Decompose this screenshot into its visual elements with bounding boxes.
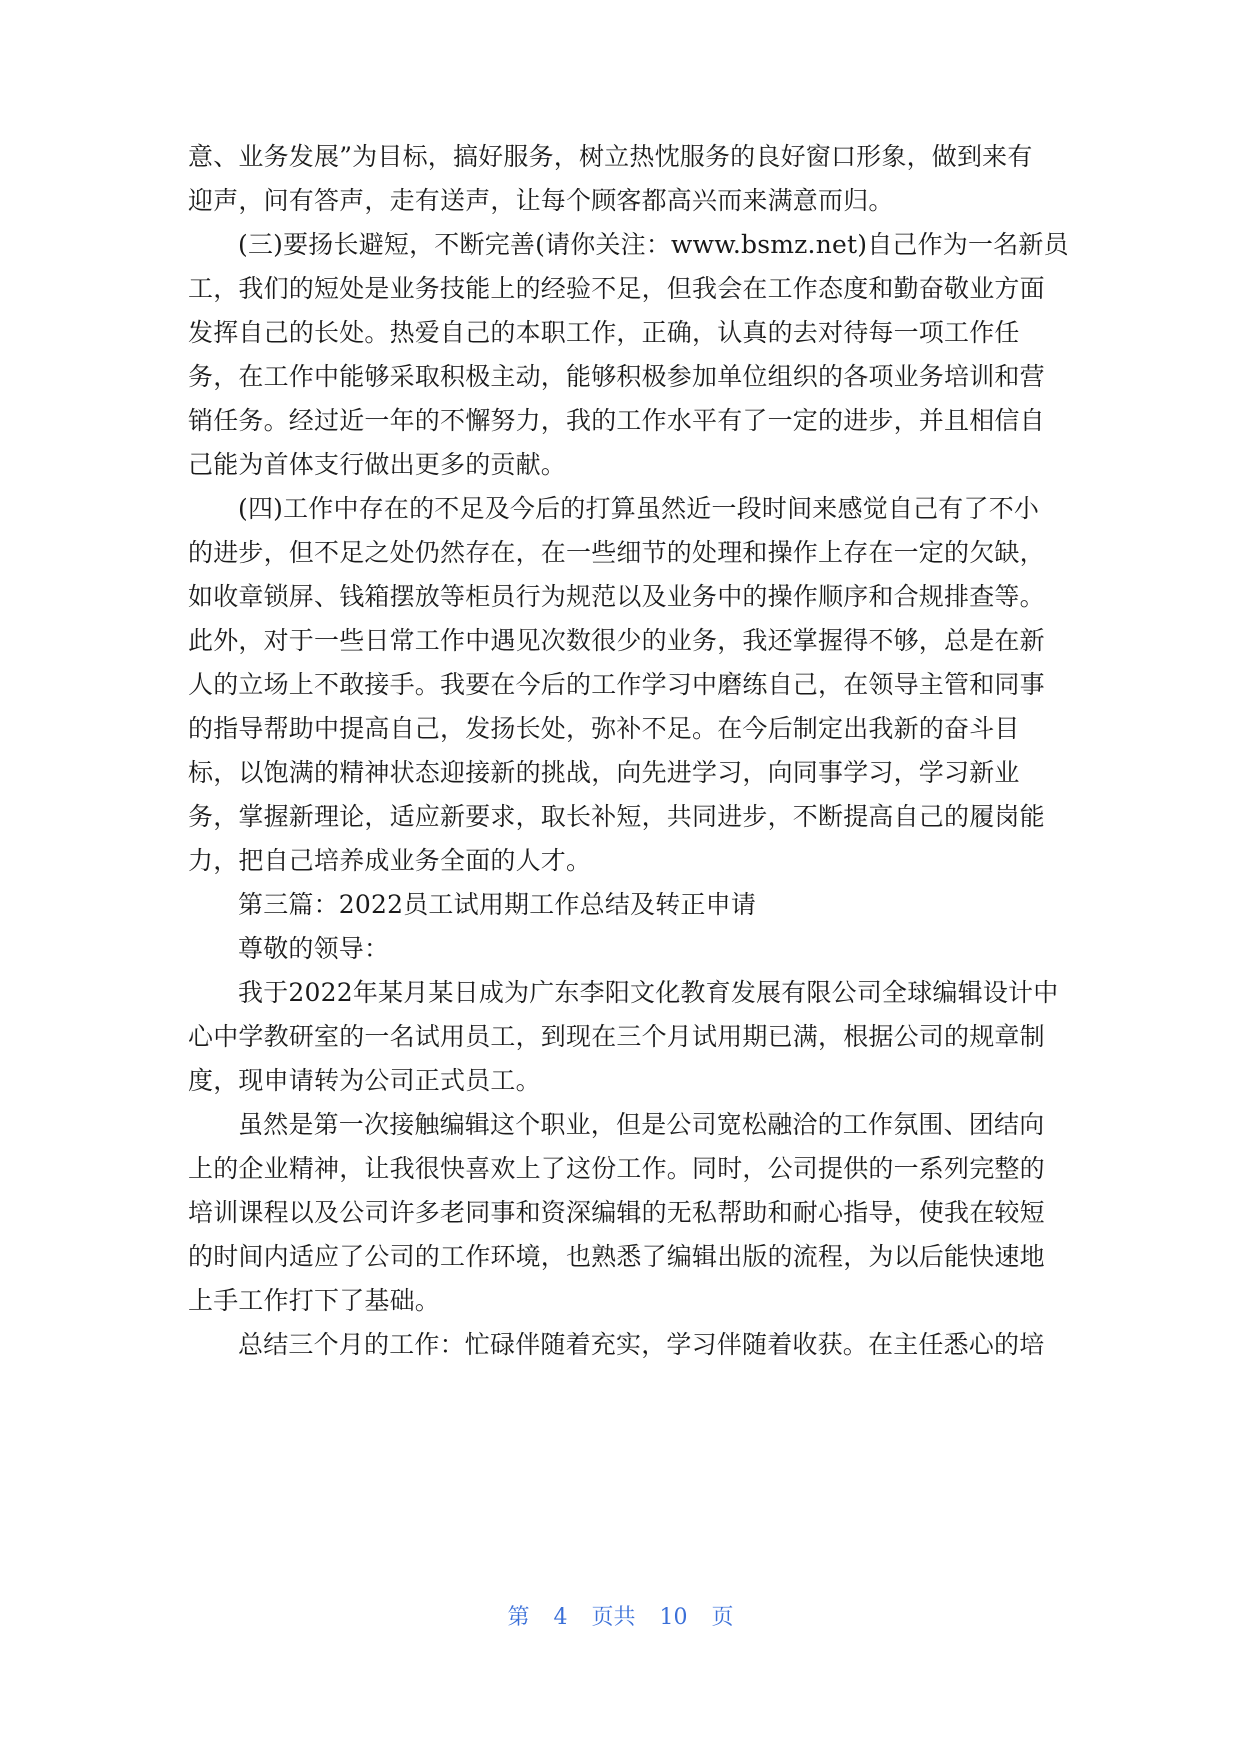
footer-suffix: 页: [711, 1605, 734, 1630]
text-line: (三)要扬长避短，不断完善(请你关注：www.bsmz.net)自己作为一名新员: [238, 230, 1069, 259]
text-line: 此外，对于一些日常工作中遇见次数很少的业务，我还掌握得不够，总是在新: [188, 626, 1045, 655]
text-line: 务，掌握新理论，适应新要求，取长补短，共同进步，不断提高自己的履岗能: [188, 802, 1045, 831]
text-line: 标，以饱满的精神状态迎接新的挑战，向先进学习，向同事学习，学习新业: [188, 758, 1020, 787]
text-line: (四)工作中存在的不足及今后的打算虽然近一段时间来感觉自己有了不小: [238, 494, 1040, 523]
text-line: 的指导帮助中提高自己，发扬长处，弥补不足。在今后制定出我新的奋斗目: [188, 714, 1020, 743]
text-line: 上的企业精神，让我很快喜欢上了这份工作。同时，公司提供的一系列完整的: [188, 1154, 1045, 1183]
text-line: 度，现申请转为公司正式员工。: [188, 1066, 541, 1095]
text-line: 如收章锁屏、钱箱摆放等柜员行为规范以及业务中的操作顺序和合规排查等。: [188, 582, 1045, 611]
page-footer: [0, 1600, 1241, 1631]
text-line: 工，我们的短处是业务技能上的经验不足，但我会在工作态度和勤奋敬业方面: [188, 274, 1045, 303]
text-line: 虽然是第一次接触编辑这个职业，但是公司宽松融洽的工作氛围、团结向: [238, 1110, 1045, 1139]
text-line: 发挥自己的长处。热爱自己的本职工作，正确，认真的去对待每一项工作任: [188, 318, 1020, 347]
text-line: 销任务。经过近一年的不懈努力，我的工作水平有了一定的进步，并且相信自: [188, 406, 1045, 435]
text-line: 的进步，但不足之处仍然存在，在一些细节的处理和操作上存在一定的欠缺，: [188, 538, 1045, 567]
footer-middle: 页共: [591, 1605, 636, 1630]
text-line: 务，在工作中能够采取积极主动，能够积极参加单位组织的各项业务培训和营: [188, 362, 1045, 391]
footer-prefix: 第: [507, 1605, 530, 1630]
section-heading: 第三篇：2022员工试用期工作总结及转正申请: [238, 890, 757, 919]
text-line: 迎声，问有答声，走有送声，让每个顾客都高兴而来满意而归。: [188, 186, 894, 215]
text-line: 力，把自己培养成业务全面的人才。: [188, 846, 592, 875]
text-line: 心中学教研室的一名试用员工，到现在三个月试用期已满，根据公司的规章制: [188, 1022, 1045, 1051]
salutation: 尊敬的领导：: [238, 934, 390, 963]
text-line: 上手工作打下了基础。: [188, 1286, 441, 1315]
text-line: 总结三个月的工作：忙碌伴随着充实，学习伴随着收获。在主任悉心的培: [238, 1330, 1045, 1359]
text-line: 己能为首体支行做出更多的贡献。: [188, 450, 567, 479]
text-line: 的时间内适应了公司的工作环境，也熟悉了编辑出版的流程，为以后能快速地: [188, 1242, 1045, 1271]
text-line: 培训课程以及公司许多老同事和资深编辑的无私帮助和耐心指导，使我在较短: [188, 1198, 1045, 1227]
text-line: 人的立场上不敢接手。我要在今后的工作学习中磨练自己，在领导主管和同事: [188, 670, 1045, 699]
footer-page-number: 4: [553, 1605, 568, 1630]
text-line: 意、业务发展”为目标，搞好服务，树立热忱服务的良好窗口形象，做到来有: [188, 142, 1033, 171]
text-line: 我于2022年某月某日成为广东李阳文化教育发展有限公司全球编辑设计中: [238, 978, 1059, 1007]
footer-total-pages: 10: [659, 1605, 688, 1630]
